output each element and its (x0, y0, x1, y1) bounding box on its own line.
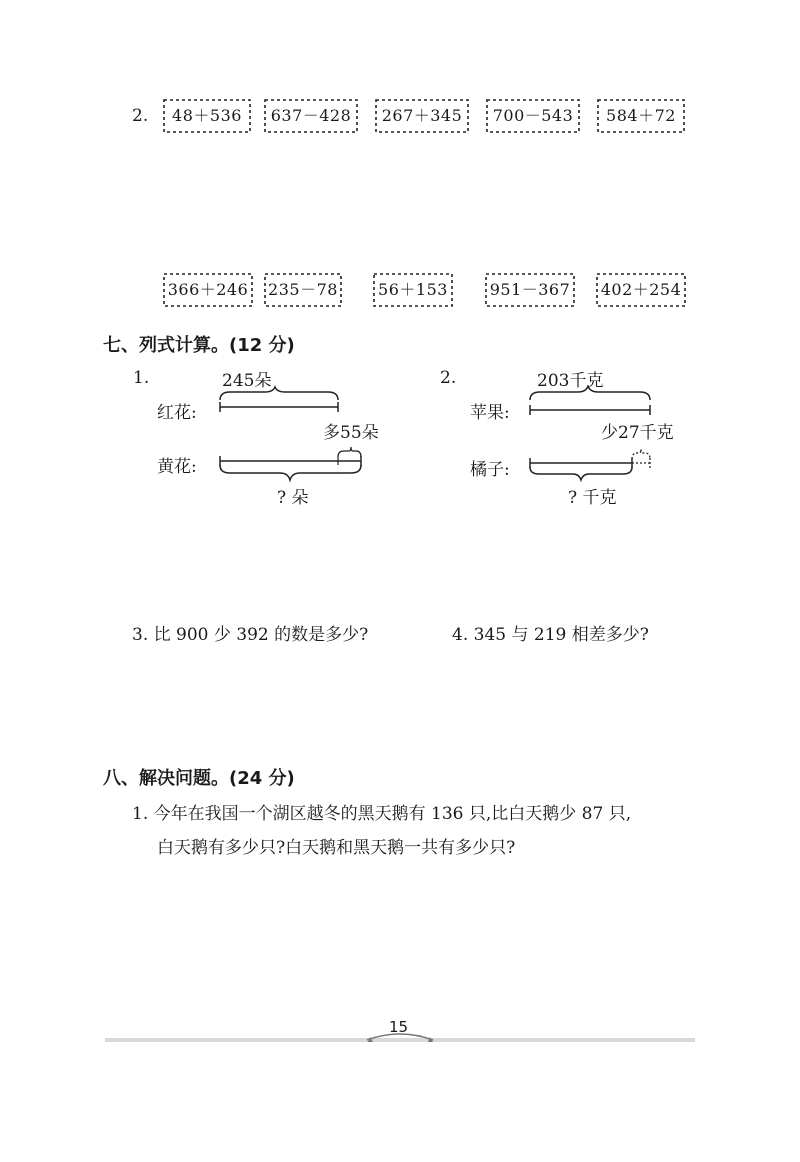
row-label: 橘子: (470, 460, 510, 480)
diagram-total-label: 245朵 (222, 371, 272, 391)
expression-text: 637－428 (270, 106, 352, 125)
expression-box (162, 98, 252, 134)
expression-text: 366＋246 (167, 280, 249, 299)
expression-text: 56＋153 (378, 280, 448, 299)
expression-text: 951－367 (489, 280, 571, 299)
row-label: 苹果: (470, 403, 510, 423)
question-number: 1. (133, 368, 150, 388)
expression-box (595, 272, 687, 308)
diagram-total-label: 203千克 (537, 371, 604, 391)
expression-box (596, 98, 686, 134)
diagram-diff-label: 多55朵 (323, 423, 379, 443)
diagram-question-label: ? 朵 (277, 488, 309, 508)
expression-box (263, 98, 359, 134)
question-number: 2. (132, 106, 149, 126)
diagram-diff-label: 少27千克 (601, 423, 674, 443)
question-number: 2. (440, 368, 457, 388)
expression-box (263, 272, 343, 308)
expression-box (374, 98, 470, 134)
expression-text: 700－543 (492, 106, 574, 125)
expression-box (484, 272, 576, 308)
expression-text: 235－78 (268, 280, 338, 299)
question-4: 4. 345 与 219 相差多少? (452, 625, 649, 645)
word-problem-line-1: 1. 今年在我国一个湖区越冬的黑天鹅有 136 只,比白天鹅少 87 只, (132, 804, 632, 824)
expression-text: 584＋72 (606, 106, 676, 125)
row-label: 红花: (157, 403, 197, 423)
expression-box (372, 272, 454, 308)
expression-text: 48＋536 (172, 106, 242, 125)
line-diagram-2 (520, 385, 670, 485)
line-diagram-1 (210, 385, 380, 485)
expression-box (162, 272, 254, 308)
expression-box (485, 98, 581, 134)
expression-text: 402＋254 (600, 280, 682, 299)
page-number: 15 (389, 1018, 409, 1036)
section-title: 七、列式计算。(12 分) (103, 335, 295, 356)
word-problem-line-2: 白天鹅有多少只?白天鹅和黑天鹅一共有多少只? (157, 838, 516, 858)
diagram-question-label: ? 千克 (568, 488, 617, 508)
expression-text: 267＋345 (381, 106, 463, 125)
question-3: 3. 比 900 少 392 的数是多少? (132, 625, 369, 645)
section-title: 八、解决问题。(24 分) (103, 768, 295, 789)
row-label: 黄花: (157, 457, 197, 477)
